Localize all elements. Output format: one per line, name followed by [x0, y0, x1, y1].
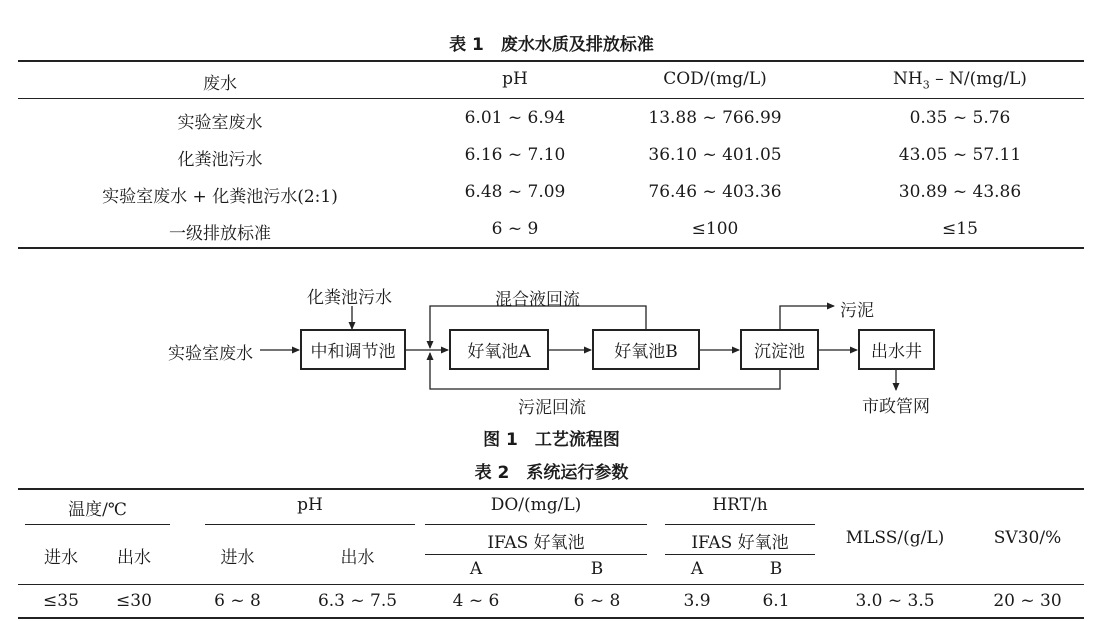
sludge-label: 污泥	[840, 301, 874, 321]
table2-cell: 3.0 ~ 3.5	[855, 591, 935, 611]
table1-header-wastewater: 废水	[203, 74, 237, 94]
table1-cell: 实验室废水 + 化粪池污水(2:1)	[102, 187, 338, 207]
table2-rule-ph	[205, 524, 415, 525]
table2-sub-do-ifas: IFAS 好氧池	[487, 533, 585, 553]
table2-header-do: DO/(mg/L)	[490, 495, 582, 515]
settling-tank-box: 沉淀池	[740, 329, 819, 370]
table1-cell: 6.01 ~ 6.94	[464, 108, 566, 128]
table2-rule-do	[425, 524, 647, 525]
table2-cell: 4 ~ 6	[452, 591, 500, 611]
municipal-network-label: 市政管网	[862, 397, 930, 417]
table1-cell: 6.16 ~ 7.10	[464, 145, 566, 165]
table2-header-mlss: MLSS/(g/L)	[845, 528, 945, 548]
table2-header-rule	[18, 584, 1084, 585]
table2-cell: ≤30	[116, 591, 152, 611]
table2-sub-temp-inlet: 进水	[44, 548, 78, 568]
table2-sub-do-a: A	[469, 559, 483, 579]
septic-sewage-label: 化粪池污水	[307, 288, 392, 308]
table2-header-sv30: SV30/%	[993, 528, 1062, 548]
table1-cell: ≤100	[691, 219, 739, 239]
table1-cell: 13.88 ~ 766.99	[648, 108, 782, 128]
table1-cell: 0.35 ~ 5.76	[909, 108, 1011, 128]
table2-cell: 6.1	[762, 591, 790, 611]
table1-header-nh3n: $NH_3 - N/(mg/L)$	[893, 69, 1027, 92]
table1-cell: 43.05 ~ 57.11	[898, 145, 1022, 165]
table2-header-ph: pH	[297, 495, 323, 515]
table1-cell: ≤15	[942, 219, 978, 239]
table2-title: 表 2 系统运行参数	[474, 463, 629, 483]
mixed-liquor-return-label: 混合液回流	[495, 290, 580, 310]
table2-rule-hrt	[665, 524, 815, 525]
table2-rule-temperature	[25, 524, 170, 525]
table1-cell: 一级排放标准	[169, 224, 271, 244]
aerobic-tank-a-box: 好氧池A	[449, 329, 549, 370]
table1-cell: 实验室废水	[177, 113, 263, 133]
table2-top-rule	[18, 488, 1084, 490]
table1-cell: 76.46 ~ 403.36	[648, 182, 782, 202]
table1-title: 表 1 废水水质及排放标准	[449, 35, 654, 55]
table2-header-temperature: 温度/℃	[68, 500, 127, 520]
table1-header-ph: pH	[502, 69, 528, 89]
table2-cell: 6.3 ~ 7.5	[317, 591, 398, 611]
table2-sub-do-b: B	[590, 559, 604, 579]
neutral-tank-box: 中和调节池	[300, 329, 406, 370]
figure1-caption: 图 1 工艺流程图	[483, 430, 620, 450]
table1-cell: 30.89 ~ 43.86	[898, 182, 1022, 202]
table2-sub-ph-outlet: 出水	[340, 548, 375, 568]
table1-header-cod: COD/(mg/L)	[663, 69, 767, 89]
table2-sub-temp-outlet: 出水	[117, 548, 151, 568]
table2-sub-hrt-ifas: IFAS 好氧池	[691, 533, 789, 553]
table1-cell: 6.48 ~ 7.09	[464, 182, 566, 202]
table1-cell: 6 ~ 9	[491, 219, 539, 239]
table2-cell: ≤35	[43, 591, 79, 611]
table2-cell: 3.9	[683, 591, 711, 611]
table2-cell: 6 ~ 8	[214, 591, 261, 611]
sludge-return-label: 污泥回流	[518, 398, 586, 418]
outlet-well-box: 出水井	[858, 329, 935, 370]
table2-sub-hrt-b: B	[769, 559, 783, 579]
lab-wastewater-label: 实验室废水	[168, 344, 253, 364]
flow-arrow-sludge-out	[780, 306, 834, 330]
table2-cell: 20 ~ 30	[993, 591, 1062, 611]
table1-cell: 化粪池污水	[177, 150, 263, 170]
table2-sub-hrt-a: A	[690, 559, 704, 579]
table1-cell: 36.10 ~ 401.05	[648, 145, 782, 165]
table2-header-hrt: HRT/h	[712, 495, 768, 515]
table2-cell: 6 ~ 8	[573, 591, 621, 611]
table2-sub-ph-inlet: 进水	[220, 548, 255, 568]
table2-rule-do-ifas	[425, 554, 647, 555]
aerobic-tank-b-box: 好氧池B	[592, 329, 700, 370]
table2-rule-hrt-ifas	[665, 554, 815, 555]
table2-bottom-rule	[18, 617, 1084, 619]
